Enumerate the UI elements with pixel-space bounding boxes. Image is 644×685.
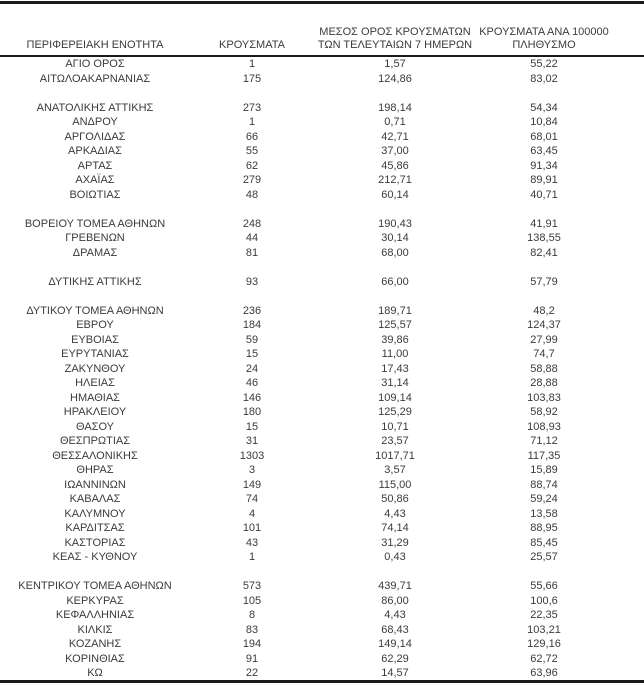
table-row (0, 56, 644, 72)
table-row (0, 347, 644, 362)
per-100k-cell: 100,6 (530, 594, 558, 607)
per-100k-cell: 85,45 (530, 536, 558, 549)
cases-cell: 573 (242, 580, 262, 592)
cases-cell: 149 (242, 478, 262, 491)
region-name-cell: ΚΑΒΑΛΑΣ (69, 493, 121, 505)
region-name-cell: ΚΕΡΚΥΡΑΣ (66, 594, 124, 607)
region-name-cell: ΘΕΣΠΡΩΤΙΑΣ (59, 435, 131, 447)
avg-7day-cell: 66,00 (381, 275, 409, 288)
per-100k-cell: 40,71 (530, 188, 558, 201)
per-100k-cell: 58,88 (530, 362, 558, 375)
per-100k-cell: 13,58 (530, 507, 558, 520)
bottom-border-line (0, 680, 644, 683)
cases-cell: 101 (242, 522, 262, 534)
per-100k-cell: 82,41 (530, 246, 558, 259)
region-name-cell: ΑΓΙΟ ΟΡΟΣ (65, 58, 125, 70)
per-100k-cell: 10,84 (530, 116, 558, 128)
spacer-row (0, 202, 644, 217)
table-row (0, 72, 644, 87)
cases-cell: 59 (245, 333, 259, 346)
cases-cell: 273 (242, 101, 262, 114)
avg-7day-cell: 1,57 (384, 58, 406, 70)
table-row (0, 463, 644, 478)
region-name-cell: ΘΗΡΑΣ (76, 464, 114, 476)
region-name-cell: ΔΥΤΙΚΗΣ ΑΤΤΙΚΗΣ (48, 275, 142, 288)
avg-7day-cell: 39,86 (381, 333, 409, 346)
table-row (0, 362, 644, 377)
per-100k-cell: 63,45 (530, 145, 558, 157)
table-row (0, 536, 644, 551)
table-row (0, 231, 644, 246)
cases-cell: 248 (242, 217, 262, 230)
cases-cell: 15 (245, 420, 259, 433)
avg-7day-cell: 125,29 (378, 406, 412, 418)
per-100k-cell: 25,57 (530, 551, 558, 563)
per-100k-cell: 117,35 (527, 449, 561, 462)
column-header-region: ΠΕΡΙΦΕΡΕΙΑΚΗ ΕΝΟΤΗΤΑ (0, 26, 190, 56)
table-row (0, 492, 644, 507)
region-name-cell: ΚΙΛΚΙΣ (77, 623, 113, 636)
cases-cell: 55 (245, 145, 259, 157)
per-100k-cell: 91,34 (530, 159, 558, 172)
region-name-cell: ΚΑΛΥΜΝΟΥ (64, 507, 126, 520)
avg-7day-cell: 109,14 (378, 391, 412, 404)
cases-cell: 46 (245, 377, 259, 389)
cases-cell: 1303 (239, 449, 265, 462)
avg-7day-cell: 1017,71 (375, 449, 415, 462)
region-name-cell: ΔΡΑΜΑΣ (72, 246, 118, 259)
cases-cell: 105 (242, 594, 262, 607)
avg-7day-cell: 14,57 (381, 667, 409, 679)
avg-7day-cell: 50,86 (381, 493, 409, 505)
avg-7day-cell: 68,43 (381, 623, 409, 636)
per-100k-cell: 27,99 (530, 333, 558, 346)
cases-cell: 22 (245, 667, 259, 679)
per-100k-cell: 58,92 (530, 406, 558, 418)
spacer-row (0, 86, 644, 101)
region-name-cell: ΘΕΣΣΑΛΟΝΙΚΗΣ (52, 449, 138, 462)
avg-7day-cell: 45,86 (381, 159, 409, 172)
cases-cell: 175 (242, 72, 262, 85)
per-100k-cell: 54,34 (530, 101, 558, 114)
table-row (0, 594, 644, 609)
table-row (0, 623, 644, 638)
avg-7day-cell: 198,14 (378, 101, 412, 114)
cases-cell: 93 (245, 275, 259, 288)
column-header-per-100k: ΚΡΟΥΣΜΑΤΑ ΑΝΑ 100000 ΠΛΗΘΥΣΜΟ (476, 26, 644, 56)
cases-cell: 1 (248, 58, 256, 70)
region-name-cell: ΚΑΣΤΟΡΙΑΣ (64, 536, 126, 549)
avg-7day-cell: 68,00 (381, 246, 409, 259)
per-100k-cell: 59,24 (530, 493, 558, 505)
avg-7day-cell: 4,43 (384, 507, 406, 520)
region-name-cell: ΑΡΓΟΛΙΔΑΣ (64, 130, 126, 143)
spacer-cell (0, 565, 644, 580)
spacer-cell (0, 289, 644, 304)
per-100k-cell: 22,35 (530, 609, 558, 621)
table-row (0, 405, 644, 420)
cases-cell: 4 (248, 507, 256, 520)
table-row (0, 434, 644, 449)
cases-cell: 31 (245, 435, 259, 447)
table-body (0, 56, 644, 681)
table-row (0, 101, 644, 116)
region-name-cell: ΑΝΑΤΟΛΙΚΗΣ ΑΤΤΙΚΗΣ (36, 101, 154, 114)
cases-cell: 236 (242, 304, 262, 317)
cases-cell: 180 (242, 406, 262, 418)
region-name-cell: ΑΡΤΑΣ (77, 159, 113, 172)
per-100k-cell: 68,01 (530, 130, 558, 143)
per-100k-cell: 74,7 (533, 348, 555, 360)
spacer-row (0, 289, 644, 304)
table-row (0, 608, 644, 623)
top-border-line (0, 1, 644, 4)
regional-cases-table (0, 26, 644, 681)
region-name-cell: ΑΡΚΑΔΙΑΣ (68, 145, 122, 157)
cases-cell: 15 (245, 348, 259, 360)
spacer-cell (0, 202, 644, 217)
avg-7day-cell: 212,71 (378, 174, 412, 186)
region-name-cell: ΚΕΝΤΡΙΚΟΥ ΤΟΜΕΑ ΑΘΗΝΩΝ (18, 580, 172, 592)
avg-7day-cell: 115,00 (378, 478, 412, 491)
cases-cell: 3 (248, 464, 256, 476)
per-100k-cell: 103,83 (527, 391, 561, 404)
cases-cell: 184 (242, 319, 262, 331)
avg-7day-cell: 31,29 (381, 536, 409, 549)
avg-7day-cell: 439,71 (378, 580, 412, 592)
table-row (0, 144, 644, 159)
region-name-cell: ΗΛΕΙΑΣ (75, 377, 115, 389)
cases-cell: 48 (245, 188, 259, 201)
region-name-cell: ΚΕΦΑΛΛΗΝΙΑΣ (55, 609, 135, 621)
spacer-row (0, 260, 644, 275)
table-row (0, 130, 644, 145)
table-row (0, 115, 644, 130)
avg-7day-cell: 11,00 (381, 348, 409, 360)
cases-cell: 1 (248, 551, 256, 563)
table-row (0, 507, 644, 522)
avg-7day-cell: 30,14 (381, 232, 409, 244)
avg-7day-cell: 37,00 (381, 145, 409, 157)
per-100k-cell: 55,66 (530, 580, 558, 592)
table-row (0, 333, 644, 348)
cases-cell: 62 (245, 159, 259, 172)
region-name-cell: ΓΡΕΒΕΝΩΝ (65, 232, 125, 244)
cases-cell: 146 (242, 391, 262, 404)
per-100k-cell: 88,95 (530, 522, 558, 534)
per-100k-cell: 108,93 (527, 420, 561, 433)
cases-cell: 81 (245, 246, 259, 259)
cases-cell: 66 (245, 130, 259, 143)
per-100k-cell: 88,74 (530, 478, 558, 491)
cases-cell: 8 (248, 609, 256, 621)
per-100k-cell: 48,2 (533, 304, 555, 317)
table-row (0, 188, 644, 203)
region-name-cell: ΒΟΡΕΙΟΥ ΤΟΜΕΑ ΑΘΗΝΩΝ (24, 217, 166, 230)
cases-cell: 24 (245, 362, 259, 375)
avg-7day-cell: 62,29 (381, 652, 409, 665)
region-name-cell: ΔΥΤΙΚΟΥ ΤΟΜΕΑ ΑΘΗΝΩΝ (26, 304, 164, 317)
avg-7day-cell: 3,57 (384, 464, 406, 476)
spacer-cell (0, 86, 644, 101)
region-name-cell: ΕΥΒΟΙΑΣ (71, 333, 119, 346)
region-name-cell: ΚΩ (87, 667, 103, 679)
avg-7day-cell: 125,57 (378, 319, 412, 331)
table-row (0, 420, 644, 435)
avg-7day-cell: 10,71 (381, 420, 409, 433)
table-row (0, 376, 644, 391)
avg-7day-cell: 190,43 (378, 217, 412, 230)
cases-cell: 43 (245, 536, 259, 549)
avg-7day-cell: 149,14 (378, 638, 412, 650)
region-name-cell: ΗΡΑΚΛΕΙΟΥ (63, 406, 127, 418)
avg-7day-cell: 60,14 (381, 188, 409, 201)
cases-cell: 279 (242, 174, 262, 186)
per-100k-cell: 63,96 (530, 667, 558, 679)
avg-7day-cell: 0,71 (384, 116, 406, 128)
region-name-cell: ΕΒΡΟΥ (76, 319, 114, 331)
cases-cell: 1 (248, 116, 256, 128)
region-name-cell: ΑΙΤΩΛΟΑΚΑΡΝΑΝΙΑΣ (39, 72, 151, 85)
per-100k-cell: 89,91 (530, 174, 558, 186)
region-name-cell: ΚΑΡΔΙΤΣΑΣ (65, 522, 125, 534)
table-row (0, 391, 644, 406)
per-100k-cell: 124,37 (527, 319, 561, 331)
table-row (0, 246, 644, 261)
region-name-cell: ΗΜΑΘΙΑΣ (70, 391, 120, 404)
per-100k-cell: 28,88 (530, 377, 558, 389)
avg-7day-cell: 23,57 (381, 435, 409, 447)
table-row (0, 652, 644, 667)
avg-7day-cell: 4,43 (384, 609, 406, 621)
avg-7day-cell: 0,43 (384, 551, 406, 563)
cases-cell: 44 (245, 232, 259, 244)
per-100k-cell: 129,16 (527, 638, 561, 650)
per-100k-cell: 55,22 (530, 58, 558, 70)
region-name-cell: ΙΩΑΝΝΙΝΩΝ (64, 478, 126, 491)
per-100k-cell: 138,55 (527, 232, 561, 244)
region-name-cell: ΕΥΡΥΤΑΝΙΑΣ (61, 348, 129, 360)
region-name-cell: ΒΟΙΩΤΙΑΣ (69, 188, 121, 201)
cases-cell: 194 (242, 638, 262, 650)
avg-7day-cell: 189,71 (378, 304, 412, 317)
avg-7day-cell: 31,14 (381, 377, 409, 389)
region-name-cell: ΚΟΡΙΝΘΙΑΣ (65, 652, 125, 665)
table-row (0, 217, 644, 232)
cases-cell: 74 (245, 493, 259, 505)
region-name-cell: ΖΑΚΥΝΘΟΥ (64, 362, 126, 375)
region-name-cell: ΚΕΑΣ - ΚΥΘΝΟΥ (52, 551, 138, 563)
table-row (0, 666, 644, 681)
table-row (0, 478, 644, 493)
per-100k-cell: 62,72 (530, 652, 558, 665)
table-row (0, 637, 644, 652)
avg-7day-cell: 86,00 (381, 594, 409, 607)
spacer-row (0, 565, 644, 580)
table-row (0, 579, 644, 594)
per-100k-cell: 103,21 (527, 623, 561, 636)
region-name-cell: ΘΑΣΟΥ (75, 420, 115, 433)
avg-7day-cell: 42,71 (381, 130, 409, 143)
table-row (0, 304, 644, 319)
per-100k-cell: 15,89 (530, 464, 558, 476)
per-100k-cell: 83,02 (530, 72, 558, 85)
table-row (0, 275, 644, 290)
per-100k-cell: 57,79 (530, 275, 558, 288)
region-name-cell: ΚΟΖΑΝΗΣ (68, 638, 122, 650)
region-name-cell: ΑΝΔΡΟΥ (72, 116, 118, 128)
table-row (0, 173, 644, 188)
per-100k-cell: 71,12 (530, 435, 558, 447)
table-header-row (0, 26, 644, 56)
table-row (0, 318, 644, 333)
avg-7day-cell: 17,43 (381, 362, 409, 375)
cases-cell: 83 (245, 623, 259, 636)
table-row (0, 449, 644, 464)
table-row (0, 521, 644, 536)
table-row (0, 550, 644, 565)
cases-cell: 91 (245, 652, 259, 665)
avg-7day-cell: 124,86 (378, 72, 412, 85)
spacer-cell (0, 260, 644, 275)
column-header-cases: ΚΡΟΥΣΜΑΤΑ (190, 26, 314, 56)
per-100k-cell: 41,91 (530, 217, 558, 230)
column-header-avg-7day: ΜΕΣΟΣ ΟΡΟΣ ΚΡΟΥΣΜΑΤΩΝ ΤΩΝ ΤΕΛΕΥΤΑΙΩΝ 7 ΗΜΕΡΩΝ (314, 26, 476, 56)
avg-7day-cell: 74,14 (381, 522, 409, 534)
region-name-cell: ΑΧΑΪΑΣ (75, 174, 115, 186)
table-row (0, 159, 644, 174)
